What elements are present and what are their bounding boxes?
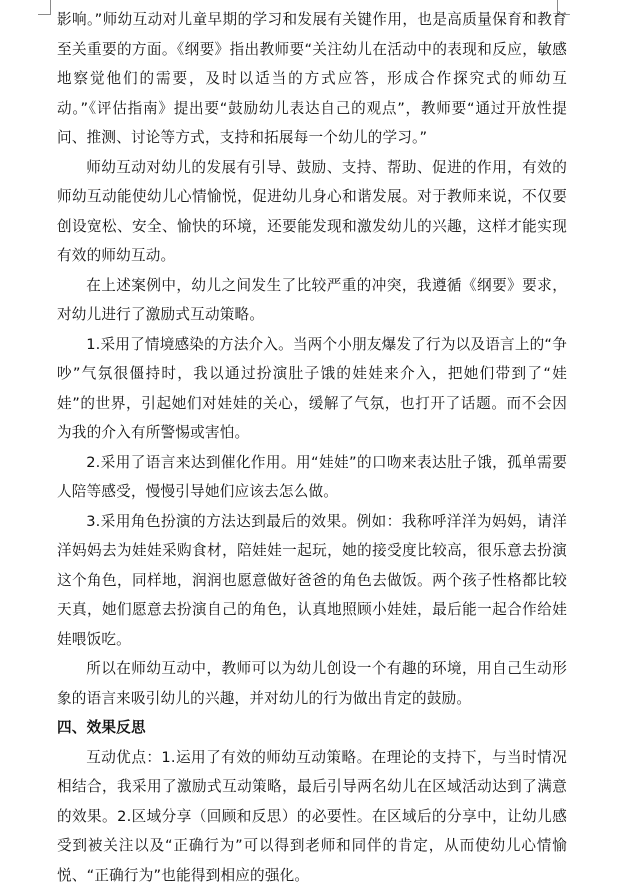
- paragraph-interaction-advantages: 互动优点：1.运用了有效的师幼互动策略。在理论的支持下，与当时情况相结合，我采用了激励式互动策略，最后引导两名幼儿在区域活动达到了满意的效果。2.区域分享（回顾和反思）的必要性。在区域后的分享中，让幼儿感受到被关注以及“正确行为”可以得到老师和同伴的肯定，从而使幼儿心情愉悦、“正确行为”也能得到相应的强化。: [57, 743, 567, 890]
- paragraph-case-strategy: 在上述案例中，幼儿之间发生了比较严重的冲突，我遵循《纲要》要求，对幼儿进行了激励式互动策略。: [57, 271, 567, 330]
- paragraph-point-3: 3.采用角色扮演的方法达到最后的效果。例如：我称呼洋洋为妈妈，请洋洋妈妈去为娃娃采购食材，陪娃娃一起玩，她的接受度比较高，很乐意去扮演这个角色，同样地，润润也愿意做好爸爸的角色去做饭。两个孩子性格都比较天真，她们愿意去扮演自己的角色，认真地照顾小娃娃，最后能一起合作给娃娃喂饭吃。: [57, 507, 567, 655]
- paragraph-continued-quote: 影响。”师幼互动对儿童早期的学习和发展有关键作用，也是高质量保育和教育至关重要的方面。《纲要》指出教师要“关注幼儿在活动中的表现和反应，敏感地察觉他们的需要，及时以适当的方式应答，形成合作探究式的师幼互动。”《评估指南》提出要“鼓励幼儿表达自己的观点”，教师要“通过开放性提问、推测、讨论等方式，支持和拓展每一个幼儿的学习。”: [57, 5, 567, 153]
- paragraph-summary: 所以在师幼互动中，教师可以为幼儿创设一个有趣的环境，用自己生动形象的语言来吸引幼儿的兴趣，并对幼儿的行为做出肯定的鼓励。: [57, 654, 567, 713]
- page-corner-mark-left: [38, 0, 51, 15]
- document-body: [57, 5, 567, 890]
- paragraph-point-2: 2.采用了语言来达到催化作用。用“娃娃”的口吻来表达肚子饿，孤单需要人陪等感受，慢慢引导她们应该去怎么做。: [57, 448, 567, 507]
- paragraph-point-1: 1.采用了情境感染的方法介入。当两个小朋友爆发了行为以及语言上的“争吵”气氛很僵持时，我以通过扮演肚子饿的娃娃来介入，把她们带到了“娃娃”的世界，引起她们对娃娃的关心，缓解了气氛，也打开了话题。而不会因为我的介入有所警惕或害怕。: [57, 330, 567, 448]
- paragraph-interaction-role: 师幼互动对幼儿的发展有引导、鼓励、支持、帮助、促进的作用，有效的师幼互动能使幼儿心情愉悦，促进幼儿身心和谐发展。对于教师来说，不仅要创设宽松、安全、愉快的环境，还要能发现和激发幼儿的兴趣，这样才能实现有效的师幼互动。: [57, 153, 567, 271]
- section-heading-reflection: 四、效果反思: [57, 713, 567, 743]
